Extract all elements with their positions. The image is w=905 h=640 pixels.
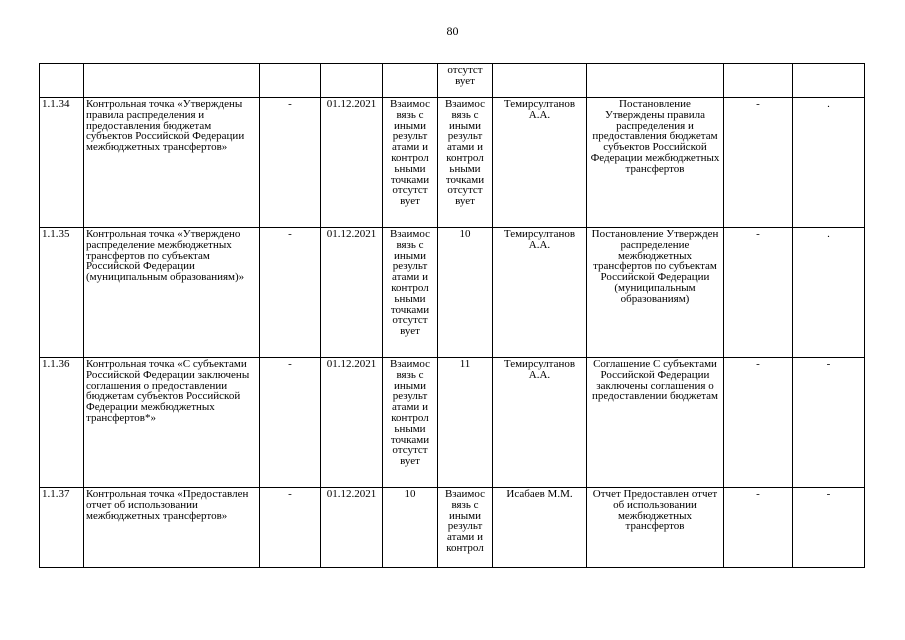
cell-number: 1.1.34 (40, 98, 84, 228)
cell-name: Контрольная точка «Предоставлен отчет об использовании межбюджетных трансфертов» (84, 488, 260, 568)
table-row (40, 488, 865, 568)
cell-end-date: 01.12.2021 (321, 228, 383, 358)
cell-col10: - (793, 488, 865, 568)
cell-link-1: Взаимос вязь с иными результ атами и контрол ьными точками отсутст вует (383, 228, 438, 358)
cell-responsible: Темирсултанов А.А. (493, 358, 587, 488)
cell-end-date: 01.12.2021 (321, 488, 383, 568)
table-row (40, 228, 865, 358)
cell-name: Контрольная точка «Утверждено распределение межбюджетных трансфертов по субъектам Российской Федерации (муниципальным образованиям)» (84, 228, 260, 358)
cell-start: - (260, 488, 321, 568)
cell-empty (84, 64, 260, 98)
cell-name: Контрольная точка «С субъектами Российской Федерации заключены соглашения о предоставлении бюджетам субъектов Российской Федерации межбюджетных трансфертов*» (84, 358, 260, 488)
cell-number: 1.1.37 (40, 488, 84, 568)
cell-start: - (260, 98, 321, 228)
control-points-table (39, 63, 865, 568)
cell-number: 1.1.35 (40, 228, 84, 358)
cell-link: отсутст вует (438, 64, 493, 98)
cell-start: - (260, 358, 321, 488)
cell-responsible: Исабаев М.М. (493, 488, 587, 568)
cell-col10: . (793, 98, 865, 228)
cell-link-2: 11 (438, 358, 493, 488)
cell-document: Постановление Утвержден распределение межбюджетных трансфертов по субъектам Российской Федерации (муниципальным образованиям) (587, 228, 724, 358)
cell-empty (383, 64, 438, 98)
cell-document: Отчет Предоставлен отчет об использовании межбюджетных трансфертов (587, 488, 724, 568)
table-row (40, 358, 865, 488)
cell-col9: - (724, 358, 793, 488)
cell-col10: . (793, 228, 865, 358)
cell-responsible: Темирсултанов А.А. (493, 98, 587, 228)
cell-col9: - (724, 228, 793, 358)
cell-document: Постановление Утверждены правила распределения и предоставления бюджетам субъектов Российской Федерации межбюджетных трансфертов (587, 98, 724, 228)
cell-end-date: 01.12.2021 (321, 358, 383, 488)
cell-link-2: Взаимос вязь с иными результ атами и контрол (438, 488, 493, 568)
cell-link-1: 10 (383, 488, 438, 568)
cell-number: 1.1.36 (40, 358, 84, 488)
cell-col9: - (724, 488, 793, 568)
cell-end-date: 01.12.2021 (321, 98, 383, 228)
table-row-continuation (40, 64, 865, 98)
cell-empty (587, 64, 724, 98)
cell-link-2: Взаимос вязь с иными результ атами и контрол ьными точками отсутст вует (438, 98, 493, 228)
page-number: 80 (446, 24, 459, 38)
cell-link-1: Взаимос вязь с иными результ атами и контрол ьными точками отсутст вует (383, 98, 438, 228)
cell-empty (724, 64, 793, 98)
cell-start: - (260, 228, 321, 358)
cell-empty (493, 64, 587, 98)
cell-col10: - (793, 358, 865, 488)
cell-empty (321, 64, 383, 98)
table-row (40, 98, 865, 228)
cell-empty (40, 64, 84, 98)
cell-empty (793, 64, 865, 98)
cell-link-2: 10 (438, 228, 493, 358)
cell-responsible: Темирсултанов А.А. (493, 228, 587, 358)
cell-link-1: Взаимос вязь с иными результ атами и контрол ьными точками отсутст вует (383, 358, 438, 488)
cell-name: Контрольная точка «Утверждены правила распределения и предоставления бюджетам субъектов Российской Федерации межбюджетных трансфертов» (84, 98, 260, 228)
cell-col9: - (724, 98, 793, 228)
cell-document: Соглашение С субъектами Российской Федерации заключены соглашения о предоставлении бюджетам (587, 358, 724, 488)
cell-empty (260, 64, 321, 98)
